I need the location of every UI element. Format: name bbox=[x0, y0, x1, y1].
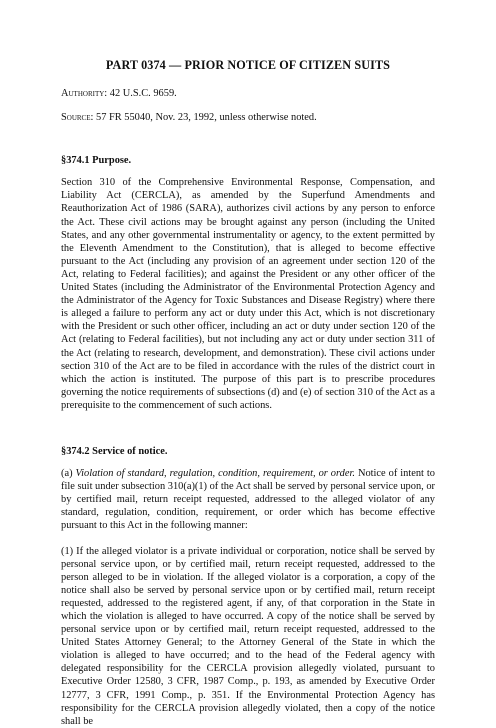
authority-text: : 42 U.S.C. 9659. bbox=[104, 88, 177, 99]
paragraph-a-text: Notice of intent to file suit under subsection 310(a)(1) of the Act shall be served by personal service upon, or by certified mail, return receipt requested, addressed to the alleged violator of any standard, regulation, condition, requirement, or order which has become effective pursuant to this Act in the following manner: bbox=[61, 468, 435, 532]
purpose-paragraph: Section 310 of the Comprehensive Environmental Response, Compensation, and Liability Act (CERCLA), as amended by the Superfund Amendments and Reauthorization Act of 1986 (SARA), authorizes civil actions by any person to enforce the Act. These civil actions may be brought against any person (including the United States, and any other governmental instrumentality or agency, to the extent permitted by the Eleventh Amendment to the Constitution), that is alleged to become effective pursuant to the Act (including any provision of an agreement under section 120 of the Act, relating to Federal facilities); and against the President or any other officer of the United States (including the Administrator of the Environmental Protection Agency and the Administrator of the Agency for Toxic Substances and Disease Registry) where there is alleged a failure to perform any act or duty under this Act, which is not discretionary with the President or such other officer, including an act or duty under section 120 of the Act (relating to Federal facilities), but not including any act or duty under section 311 of the Act (relating to research, development, and demonstration). These civil actions under section 310 of the Act are to be filed in accordance with the rules of the district court in which the action is instituted. The purpose of this part is to prescribe procedures governing the notice requirements of subsections (d) and (e) of section 310 of the Act as a prerequisite to the commencement of such actions. bbox=[61, 177, 435, 411]
paragraph-a bbox=[61, 467, 435, 532]
paragraph-a-subject: Violation of standard, regulation, condition, requirement, or order. bbox=[75, 468, 355, 480]
paragraph-a-prefix: (a) bbox=[61, 468, 76, 480]
paragraph-1: (1) If the alleged violator is a private individual or corporation, notice shall be served by personal service upon, or by certified mail, return receipt requested, addressed to the person alleged to be in violation. If the alleged violator is a corporation, a copy of the notice shall also be served by personal service upon or by certified mail, return receipt requested, addressed to the registered agent, if any, of that corporation in the State in which the violation is alleged to have occurred. A copy of the notice shall be served by personal service upon or by certified mail, return receipt requested, addressed to the United States Attorney General; to the Attorney General of the State in which the violation is alleged to have occurred; and to the head of the Federal agency with delegated responsibility for the CERCLA provision allegedly violated, pursuant to Executive Order 12580, 3 CFR, 1987 Comp., p. 193, as amended by Executive Order 12777, 3 CFR, 1991 Comp., p. 351. If the Environmental Protection Agency has responsibility for the CERCLA provision allegedly violated, then a copy of the notice shall be bbox=[61, 545, 435, 727]
source-line bbox=[61, 111, 435, 124]
authority-label: Authority bbox=[61, 88, 105, 99]
authority-line bbox=[61, 87, 435, 100]
section-heading-service: §374.2 Service of notice. bbox=[61, 445, 168, 457]
source-label: Source bbox=[61, 112, 91, 124]
section-heading-purpose: §374.1 Purpose. bbox=[61, 155, 132, 167]
source-text: : 57 FR 55040, Nov. 23, 1992, unless otherwise noted. bbox=[90, 112, 317, 124]
page-title: PART 0374 — PRIOR NOTICE OF CITIZEN SUITS bbox=[105, 58, 391, 72]
